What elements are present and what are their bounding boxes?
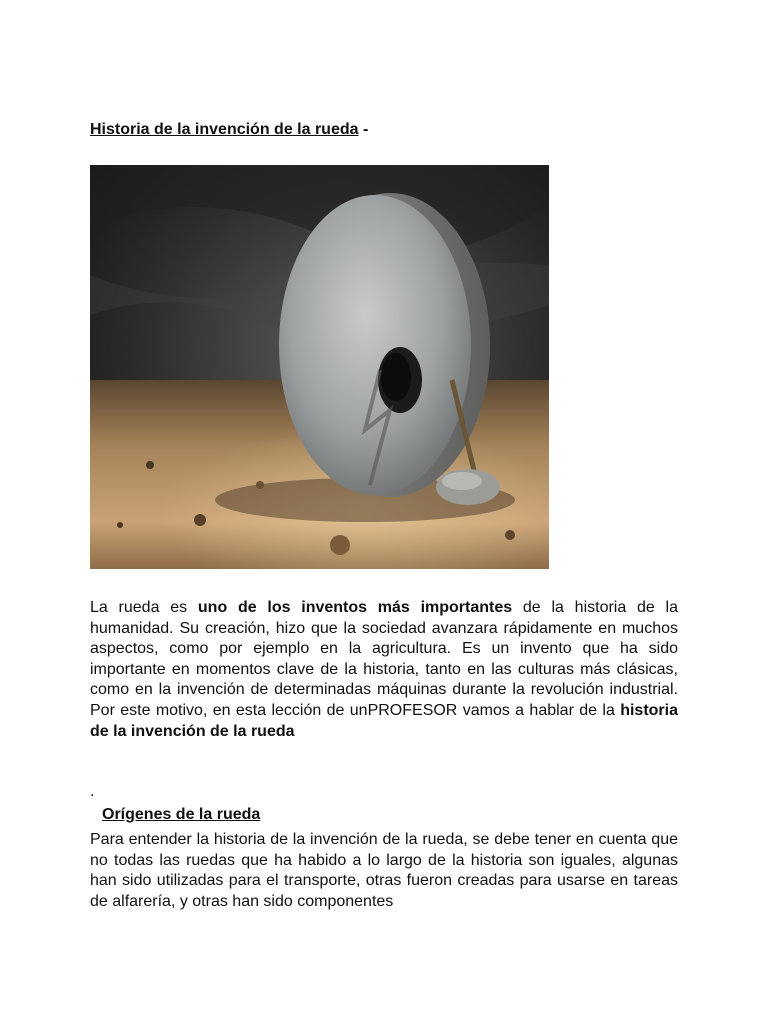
intro-text-1: La rueda es <box>90 599 198 616</box>
bullet-dot: . <box>90 783 95 800</box>
intro-paragraph <box>90 598 678 742</box>
title-link[interactable]: Historia de la invención de la rueda <box>90 121 359 138</box>
intro-bold-2: historia de la invención de la rueda <box>90 701 678 740</box>
section-heading: Orígenes de la rueda <box>102 806 261 823</box>
intro-bold-1: uno de los inventos más importantes <box>197 599 513 616</box>
origins-paragraph: Para entender la historia de la invención de la rueda, se debe tener en cuenta que no todas las ruedas que ha habido a lo largo de la historia son iguales, algunas han sido utilizadas para el transporte, otras fueron creadas para usarse en tareas de alfarería, y otras han sido componentes <box>90 831 678 910</box>
stone-wheel-image <box>90 165 549 569</box>
document-title <box>90 121 368 139</box>
title-suffix: - <box>358 121 369 138</box>
intro-text-2: de la historia de la humanidad. Su creación, hizo que la sociedad avanzara rápidamente en muchos aspectos, como por ejemplo en la agricultura. Es un invento que ha sido importante en momentos clave de la historia, tanto en las culturas más clásicas, como en la invención de determinadas máquinas durante la revolución industrial. Por este motivo, en esta lección de unPROFESOR vamos a hablar de la <box>90 599 679 719</box>
